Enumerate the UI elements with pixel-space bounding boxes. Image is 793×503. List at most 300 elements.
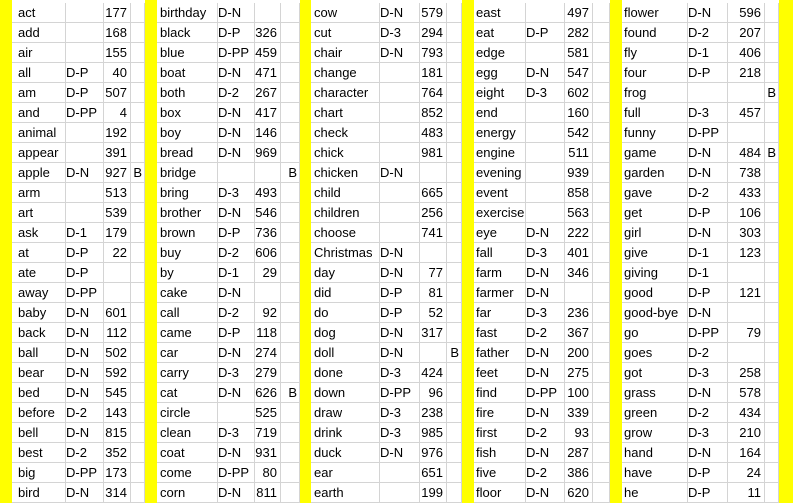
cell-number[interactable] [255,203,281,223]
cell-code[interactable] [218,83,255,103]
cell-number[interactable] [104,403,131,423]
cell-code[interactable] [688,463,728,483]
cell-code[interactable] [526,363,565,383]
cell-flag[interactable] [281,423,300,443]
cell-word[interactable] [474,103,526,123]
cell-flag[interactable] [447,243,462,263]
cell-code[interactable] [380,443,420,463]
cell-flag[interactable] [765,443,779,463]
cell-word[interactable] [158,63,218,83]
cell-flag[interactable] [131,323,145,343]
cell-code[interactable] [218,343,255,363]
cell-number[interactable] [728,323,765,343]
cell-word[interactable] [474,63,526,83]
cell-flag[interactable] [593,323,610,343]
cell-flag[interactable] [131,223,145,243]
cell-flag[interactable] [281,263,300,283]
cell-code[interactable] [218,183,255,203]
cell-word[interactable] [474,383,526,403]
cell-number[interactable] [565,223,593,243]
cell-flag[interactable] [281,243,300,263]
cell-number[interactable] [728,423,765,443]
cell-number[interactable] [565,23,593,43]
cell-flag[interactable] [765,363,779,383]
cell-code[interactable] [380,423,420,443]
cell-number[interactable] [104,83,131,103]
cell-word[interactable] [474,43,526,63]
cell-number[interactable] [728,383,765,403]
cell-word[interactable] [16,243,66,263]
cell-number[interactable] [728,363,765,383]
cell-number[interactable] [420,243,447,263]
cell-code[interactable] [380,63,420,83]
cell-flag[interactable] [131,483,145,503]
cell-flag[interactable] [593,103,610,123]
cell-word[interactable] [622,283,688,303]
cell-code[interactable] [526,203,565,223]
highlighted-column[interactable] [145,0,157,503]
cell-word[interactable] [312,463,380,483]
cell-number[interactable] [565,183,593,203]
cell-code[interactable] [526,323,565,343]
cell-number[interactable] [728,3,765,23]
cell-number[interactable] [728,483,765,503]
cell-number[interactable] [728,343,765,363]
cell-flag[interactable] [593,363,610,383]
cell-word[interactable] [474,463,526,483]
cell-flag[interactable] [131,143,145,163]
cell-code[interactable] [218,43,255,63]
cell-number[interactable] [420,303,447,323]
cell-code[interactable] [526,283,565,303]
cell-word[interactable] [312,123,380,143]
cell-number[interactable] [104,363,131,383]
cell-word[interactable] [158,343,218,363]
cell-flag[interactable] [447,263,462,283]
cell-word[interactable] [312,183,380,203]
cell-code[interactable] [688,183,728,203]
cell-number[interactable] [728,283,765,303]
cell-flag[interactable] [447,23,462,43]
cell-word[interactable] [158,163,218,183]
cell-code[interactable] [218,363,255,383]
cell-flag[interactable] [447,323,462,343]
cell-number[interactable] [565,463,593,483]
cell-word[interactable] [312,423,380,443]
cell-code[interactable] [66,363,104,383]
cell-word[interactable] [474,483,526,503]
cell-code[interactable] [688,43,728,63]
cell-flag[interactable] [765,243,779,263]
cell-word[interactable] [622,223,688,243]
cell-word[interactable] [158,23,218,43]
cell-word[interactable] [474,243,526,263]
cell-flag[interactable] [281,163,300,183]
cell-flag[interactable] [281,283,300,303]
cell-flag[interactable] [281,303,300,323]
cell-word[interactable] [158,83,218,103]
cell-code[interactable] [380,483,420,503]
cell-number[interactable] [255,3,281,23]
cell-word[interactable] [16,443,66,463]
cell-code[interactable] [66,203,104,223]
cell-number[interactable] [420,443,447,463]
cell-number[interactable] [255,103,281,123]
cell-code[interactable] [688,163,728,183]
cell-code[interactable] [526,123,565,143]
cell-word[interactable] [158,423,218,443]
cell-word[interactable] [312,443,380,463]
cell-flag[interactable] [765,183,779,203]
cell-flag[interactable] [765,3,779,23]
cell-number[interactable] [420,383,447,403]
cell-number[interactable] [104,3,131,23]
cell-flag[interactable] [281,443,300,463]
cell-code[interactable] [380,43,420,63]
cell-word[interactable] [158,383,218,403]
cell-code[interactable] [526,343,565,363]
cell-code[interactable] [66,83,104,103]
cell-word[interactable] [312,23,380,43]
cell-code[interactable] [218,303,255,323]
cell-word[interactable] [16,403,66,423]
cell-word[interactable] [158,103,218,123]
cell-number[interactable] [565,283,593,303]
cell-word[interactable] [312,403,380,423]
cell-code[interactable] [688,83,728,103]
cell-flag[interactable] [447,403,462,423]
cell-flag[interactable] [281,103,300,123]
cell-code[interactable] [688,343,728,363]
cell-word[interactable] [16,43,66,63]
cell-code[interactable] [66,403,104,423]
cell-number[interactable] [420,143,447,163]
cell-number[interactable] [728,243,765,263]
cell-number[interactable] [420,83,447,103]
cell-number[interactable] [420,363,447,383]
cell-flag[interactable] [447,483,462,503]
cell-code[interactable] [526,463,565,483]
cell-flag[interactable] [281,483,300,503]
cell-number[interactable] [255,263,281,283]
cell-word[interactable] [16,23,66,43]
cell-number[interactable] [565,163,593,183]
cell-word[interactable] [474,143,526,163]
cell-word[interactable] [474,203,526,223]
cell-word[interactable] [158,463,218,483]
cell-word[interactable] [312,63,380,83]
cell-number[interactable] [255,403,281,423]
cell-number[interactable] [565,263,593,283]
cell-word[interactable] [312,223,380,243]
cell-code[interactable] [526,483,565,503]
cell-word[interactable] [622,43,688,63]
cell-number[interactable] [728,123,765,143]
cell-word[interactable] [158,263,218,283]
cell-word[interactable] [158,443,218,463]
cell-flag[interactable] [765,143,779,163]
cell-flag[interactable] [447,163,462,183]
cell-word[interactable] [312,3,380,23]
cell-flag[interactable] [131,403,145,423]
cell-flag[interactable] [593,203,610,223]
cell-number[interactable] [255,243,281,263]
cell-code[interactable] [688,483,728,503]
cell-number[interactable] [565,403,593,423]
cell-code[interactable] [688,63,728,83]
cell-flag[interactable] [765,63,779,83]
cell-word[interactable] [622,323,688,343]
cell-number[interactable] [104,203,131,223]
cell-flag[interactable] [131,123,145,143]
cell-code[interactable] [380,23,420,43]
cell-code[interactable] [380,383,420,403]
cell-word[interactable] [312,383,380,403]
cell-flag[interactable] [593,263,610,283]
cell-code[interactable] [218,483,255,503]
cell-flag[interactable] [131,103,145,123]
cell-code[interactable] [66,223,104,243]
cell-code[interactable] [380,223,420,243]
cell-flag[interactable] [447,143,462,163]
cell-word[interactable] [622,123,688,143]
cell-number[interactable] [255,43,281,63]
cell-code[interactable] [688,3,728,23]
cell-flag[interactable] [593,143,610,163]
cell-flag[interactable] [447,83,462,103]
cell-flag[interactable] [765,163,779,183]
cell-code[interactable] [380,163,420,183]
cell-number[interactable] [420,263,447,283]
cell-number[interactable] [255,143,281,163]
cell-code[interactable] [380,363,420,383]
cell-word[interactable] [312,43,380,63]
cell-code[interactable] [218,383,255,403]
highlighted-column[interactable] [0,0,12,503]
cell-number[interactable] [255,343,281,363]
cell-flag[interactable] [593,403,610,423]
cell-number[interactable] [255,163,281,183]
cell-flag[interactable] [131,43,145,63]
cell-flag[interactable] [281,183,300,203]
cell-number[interactable] [728,63,765,83]
cell-code[interactable] [380,83,420,103]
cell-number[interactable] [420,183,447,203]
cell-code[interactable] [66,143,104,163]
cell-number[interactable] [728,263,765,283]
cell-flag[interactable] [447,423,462,443]
cell-word[interactable] [16,63,66,83]
cell-number[interactable] [565,63,593,83]
cell-flag[interactable] [281,203,300,223]
cell-number[interactable] [565,443,593,463]
cell-flag[interactable] [131,183,145,203]
cell-flag[interactable] [593,483,610,503]
cell-code[interactable] [526,223,565,243]
cell-code[interactable] [66,343,104,363]
cell-number[interactable] [728,183,765,203]
cell-word[interactable] [158,123,218,143]
cell-code[interactable] [688,123,728,143]
cell-word[interactable] [622,483,688,503]
cell-code[interactable] [688,23,728,43]
cell-number[interactable] [420,343,447,363]
cell-code[interactable] [380,303,420,323]
cell-number[interactable] [420,223,447,243]
cell-number[interactable] [728,23,765,43]
cell-code[interactable] [380,183,420,203]
cell-flag[interactable] [447,223,462,243]
cell-word[interactable] [622,83,688,103]
cell-word[interactable] [312,163,380,183]
cell-code[interactable] [66,123,104,143]
cell-number[interactable] [420,423,447,443]
cell-number[interactable] [565,343,593,363]
cell-code[interactable] [218,423,255,443]
cell-number[interactable] [104,43,131,63]
cell-code[interactable] [526,63,565,83]
cell-number[interactable] [104,243,131,263]
cell-flag[interactable] [131,463,145,483]
cell-number[interactable] [565,383,593,403]
cell-code[interactable] [526,403,565,423]
cell-number[interactable] [565,203,593,223]
cell-word[interactable] [474,163,526,183]
cell-number[interactable] [420,163,447,183]
cell-code[interactable] [688,443,728,463]
cell-flag[interactable] [131,243,145,263]
cell-word[interactable] [158,143,218,163]
cell-number[interactable] [255,63,281,83]
cell-number[interactable] [728,83,765,103]
cell-word[interactable] [474,363,526,383]
cell-flag[interactable] [447,363,462,383]
cell-code[interactable] [688,103,728,123]
cell-number[interactable] [104,23,131,43]
cell-flag[interactable] [131,363,145,383]
cell-word[interactable] [474,123,526,143]
cell-word[interactable] [16,303,66,323]
cell-code[interactable] [66,383,104,403]
cell-word[interactable] [622,103,688,123]
cell-flag[interactable] [281,223,300,243]
cell-word[interactable] [16,103,66,123]
cell-word[interactable] [16,343,66,363]
cell-word[interactable] [158,183,218,203]
cell-flag[interactable] [131,303,145,323]
cell-word[interactable] [158,303,218,323]
cell-code[interactable] [688,283,728,303]
cell-number[interactable] [104,143,131,163]
cell-code[interactable] [688,223,728,243]
cell-word[interactable] [16,223,66,243]
cell-flag[interactable] [765,123,779,143]
cell-number[interactable] [420,23,447,43]
cell-code[interactable] [526,383,565,403]
cell-flag[interactable] [131,23,145,43]
cell-code[interactable] [526,143,565,163]
cell-word[interactable] [158,223,218,243]
cell-flag[interactable] [281,23,300,43]
cell-word[interactable] [622,203,688,223]
cell-code[interactable] [218,103,255,123]
cell-flag[interactable] [447,283,462,303]
cell-flag[interactable] [131,83,145,103]
cell-flag[interactable] [447,63,462,83]
cell-word[interactable] [16,383,66,403]
cell-word[interactable] [474,403,526,423]
cell-code[interactable] [218,263,255,283]
cell-number[interactable] [420,123,447,143]
cell-word[interactable] [312,103,380,123]
cell-flag[interactable] [447,183,462,203]
cell-number[interactable] [255,283,281,303]
cell-code[interactable] [380,323,420,343]
cell-number[interactable] [420,63,447,83]
cell-code[interactable] [526,423,565,443]
cell-code[interactable] [218,23,255,43]
cell-number[interactable] [728,143,765,163]
cell-flag[interactable] [281,363,300,383]
cell-word[interactable] [158,3,218,23]
cell-word[interactable] [312,203,380,223]
cell-word[interactable] [312,283,380,303]
cell-number[interactable] [728,203,765,223]
cell-word[interactable] [16,3,66,23]
cell-code[interactable] [688,243,728,263]
cell-word[interactable] [158,283,218,303]
cell-flag[interactable] [447,103,462,123]
cell-code[interactable] [66,103,104,123]
cell-code[interactable] [380,263,420,283]
cell-number[interactable] [255,303,281,323]
cell-word[interactable] [16,83,66,103]
cell-number[interactable] [255,23,281,43]
cell-word[interactable] [158,243,218,263]
cell-code[interactable] [380,123,420,143]
cell-number[interactable] [104,223,131,243]
cell-word[interactable] [474,83,526,103]
cell-word[interactable] [622,403,688,423]
cell-number[interactable] [255,463,281,483]
cell-code[interactable] [218,463,255,483]
cell-code[interactable] [66,163,104,183]
cell-word[interactable] [312,323,380,343]
cell-number[interactable] [255,383,281,403]
cell-word[interactable] [474,323,526,343]
cell-flag[interactable] [281,43,300,63]
cell-number[interactable] [104,303,131,323]
cell-code[interactable] [526,3,565,23]
cell-code[interactable] [66,263,104,283]
cell-word[interactable] [622,443,688,463]
cell-number[interactable] [565,103,593,123]
cell-code[interactable] [380,143,420,163]
cell-code[interactable] [526,23,565,43]
cell-code[interactable] [66,303,104,323]
cell-flag[interactable] [765,423,779,443]
cell-code[interactable] [688,403,728,423]
cell-flag[interactable] [281,83,300,103]
cell-number[interactable] [104,63,131,83]
cell-word[interactable] [158,43,218,63]
cell-word[interactable] [622,63,688,83]
cell-number[interactable] [565,143,593,163]
cell-word[interactable] [622,183,688,203]
cell-code[interactable] [218,223,255,243]
cell-code[interactable] [218,3,255,23]
cell-code[interactable] [218,323,255,343]
